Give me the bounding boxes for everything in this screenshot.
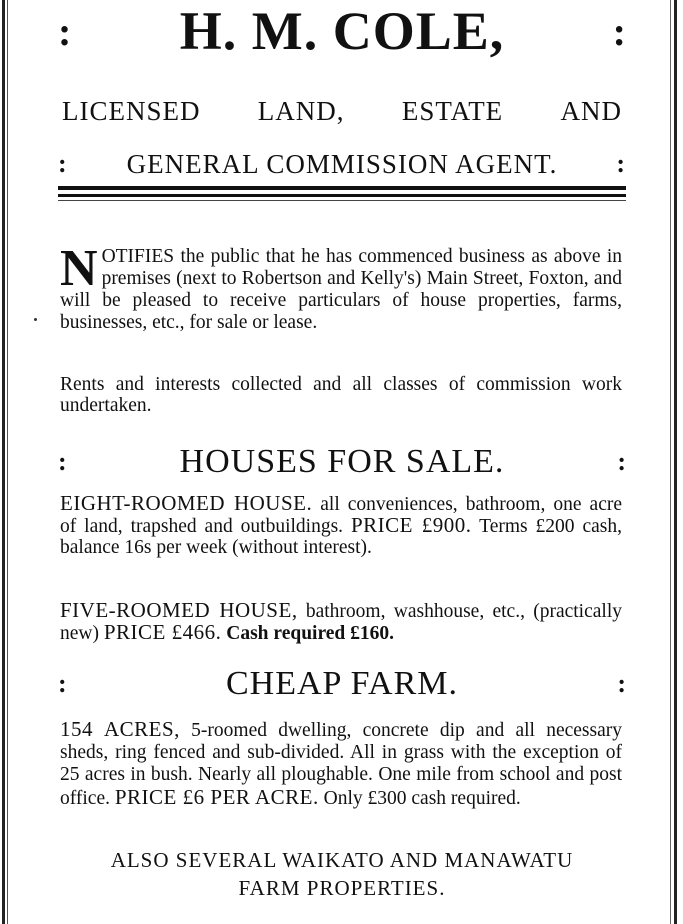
listing-lead: EIGHT-ROOMED HOUSE. — [60, 491, 313, 515]
subtitle-word: LAND, — [257, 96, 345, 126]
print-speck — [34, 318, 37, 321]
right-border-inner — [670, 0, 671, 924]
farm-heading: CHEAP FARM. — [225, 665, 459, 702]
listing-desc: bathroom, washhouse, etc., (practically new) — [60, 601, 623, 644]
header-rule-middle — [58, 194, 626, 197]
intro-text: OTIFIES the public that he has commenced business as above in premises (next to Robertson and Kelly's) Main Street, Foxton, and will be pleased to receive particulars of house properties, farms, businesses, etc., for sale or lease. — [60, 246, 622, 333]
title-row — [58, 0, 626, 62]
title-colon-right: : — [612, 8, 626, 54]
advertiser-name: H. M. COLE, — [179, 1, 505, 61]
subtitle-word: LICENSED — [62, 96, 201, 126]
subtitle-colon-left: : — [58, 149, 68, 178]
right-border — [674, 0, 677, 924]
heading-colon-left: : — [58, 669, 67, 698]
closing-line-1: ALSO SEVERAL WAIKATO AND MANAWATU — [110, 848, 574, 872]
houses-heading: HOUSES FOR SALE. — [179, 443, 505, 480]
listing-desc: 5-roomed dwelling, concrete dip and all necessary sheds, ring fenced and sub-divided. All in grass with the exception of 25 acres in bush. Nearly all ploughable. One mile from school and post office. — [60, 720, 622, 809]
closing-line-2: FARM PROPERTIES. — [238, 876, 446, 900]
left-border-inner — [7, 0, 8, 924]
subtitle-word: AND — [560, 96, 622, 126]
header-rule-thick — [58, 186, 626, 190]
house-listing — [60, 600, 622, 644]
heading-colon-right: : — [617, 669, 626, 698]
left-border — [2, 0, 5, 924]
listing-terms: Terms £200 cash, balance 16s per week (without interest). — [60, 516, 622, 558]
closing-notice — [58, 846, 626, 902]
rents-paragraph: Rents and interests collected and all classes of commission work undertaken. — [60, 374, 622, 416]
drop-cap: N — [60, 240, 98, 297]
subtitle-word: ESTATE — [401, 96, 504, 126]
listing-terms: Only £300 cash required. — [318, 788, 521, 809]
listing-lead: FIVE-ROOMED HOUSE, — [60, 598, 298, 622]
subtitle-colon-right: : — [616, 149, 626, 178]
subtitle-text: GENERAL COMMISSION AGENT. — [126, 148, 558, 179]
heading-colon-right: : — [617, 447, 626, 476]
house-listing — [60, 493, 622, 558]
listing-price: PRICE £6 PER ACRE. — [114, 785, 319, 809]
farm-heading-row — [58, 662, 626, 706]
subtitle-line-1 — [62, 96, 622, 127]
intro-paragraph — [60, 240, 622, 334]
listing-terms: Cash required £160. — [221, 623, 395, 644]
subtitle-line-2 — [58, 146, 626, 182]
listing-price: PRICE £466. — [103, 620, 222, 644]
listing-price: PRICE £900. — [350, 513, 472, 537]
houses-heading-row — [58, 440, 626, 484]
heading-colon-left: : — [58, 447, 67, 476]
listing-lead: 154 ACRES, — [60, 717, 180, 741]
farm-listing — [60, 718, 622, 810]
listing-desc: all conveniences, bathroom, one acre of land, trapshed and outbuildings. — [60, 494, 622, 537]
title-colon-left: : — [58, 8, 72, 54]
header-rule-thin — [58, 200, 626, 201]
